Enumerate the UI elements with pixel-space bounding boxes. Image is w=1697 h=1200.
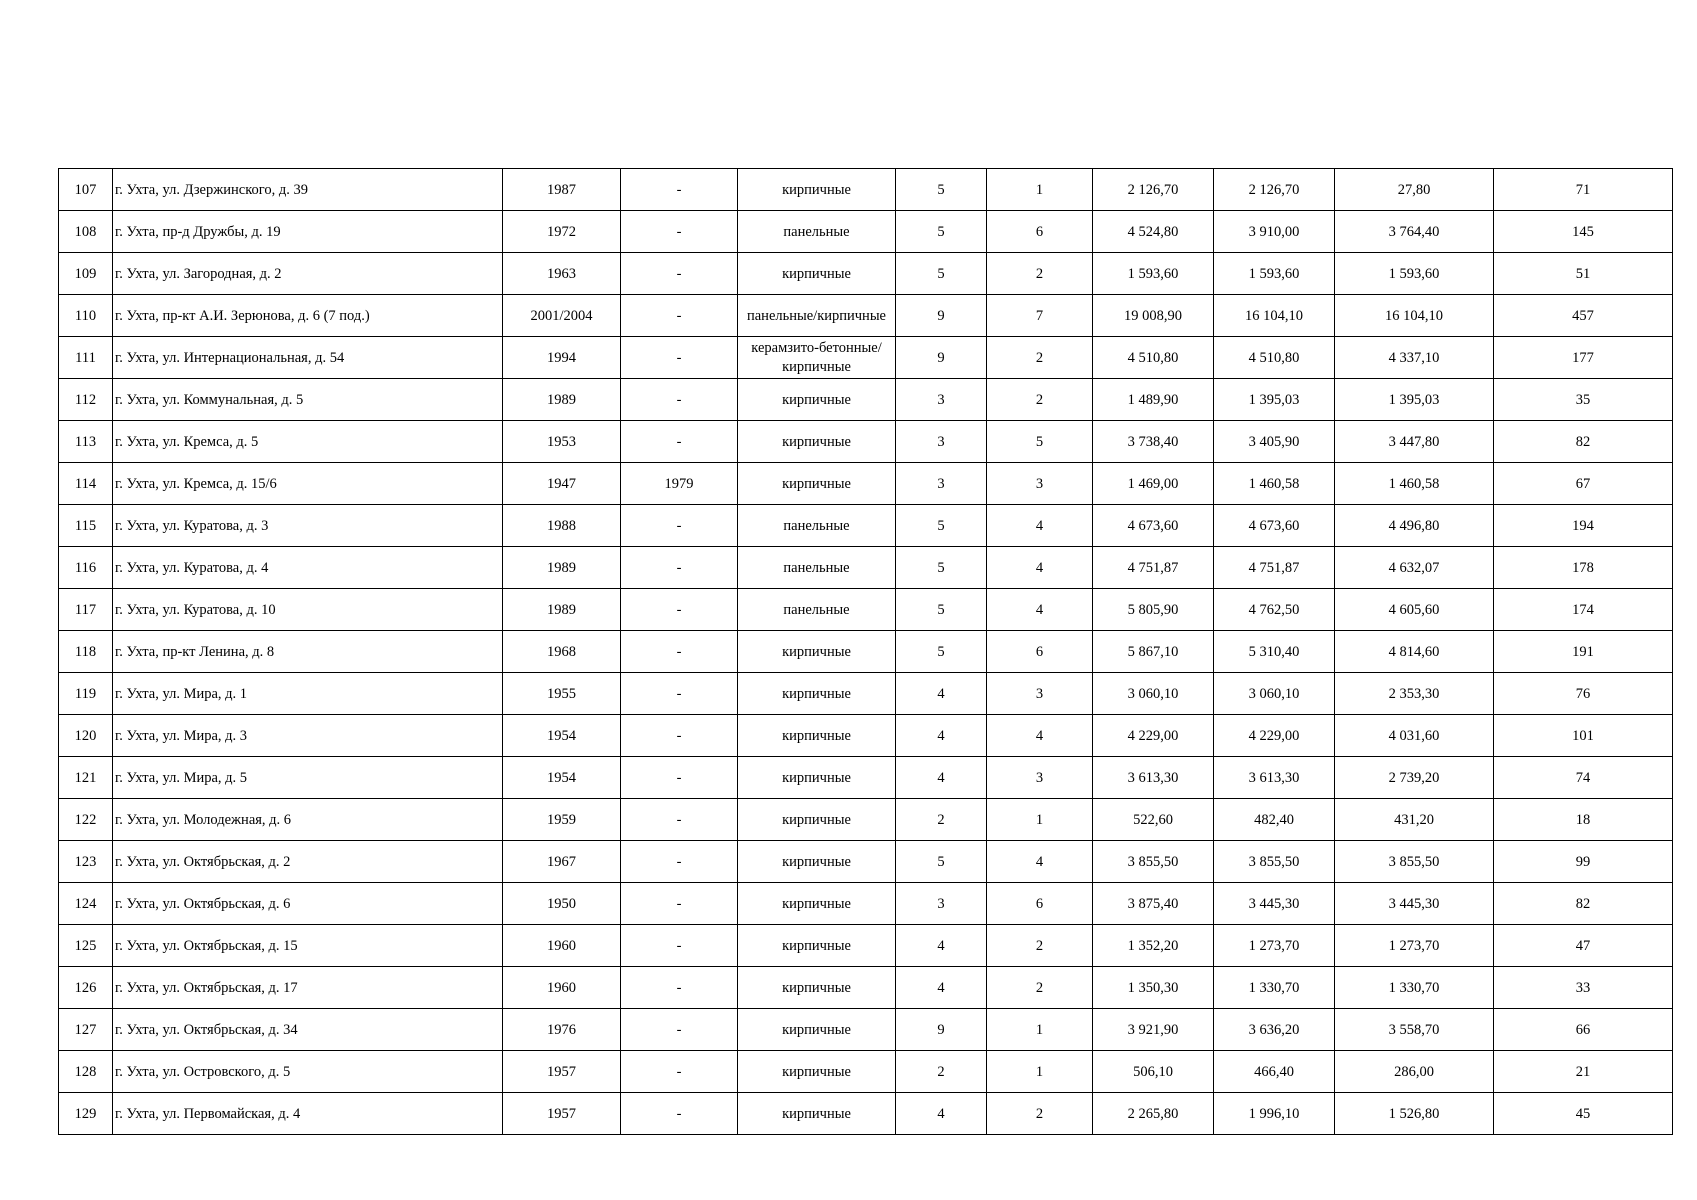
cell-residents: 145 bbox=[1494, 211, 1673, 253]
cell-floors: 4 bbox=[896, 967, 987, 1009]
table-row bbox=[59, 337, 1673, 379]
cell-row-number: 121 bbox=[59, 757, 113, 799]
cell-wall-material: кирпичные bbox=[738, 841, 896, 883]
cell-wall-material: кирпичные bbox=[738, 421, 896, 463]
table-row bbox=[59, 1093, 1673, 1135]
cell-total-area: 5 867,10 bbox=[1093, 631, 1214, 673]
cell-entrances: 6 bbox=[987, 631, 1093, 673]
cell-address: г. Ухта, ул. Куратова, д. 3 bbox=[113, 505, 503, 547]
cell-entrances: 4 bbox=[987, 505, 1093, 547]
cell-year-built: 1947 bbox=[503, 463, 621, 505]
cell-floors: 5 bbox=[896, 211, 987, 253]
cell-entrances: 1 bbox=[987, 1051, 1093, 1093]
cell-address: г. Ухта, пр-д Дружбы, д. 19 bbox=[113, 211, 503, 253]
cell-year-built: 1987 bbox=[503, 169, 621, 211]
cell-wall-material: кирпичные bbox=[738, 1051, 896, 1093]
cell-year-renovated: - bbox=[621, 253, 738, 295]
cell-entrances: 7 bbox=[987, 295, 1093, 337]
cell-year-built: 1954 bbox=[503, 715, 621, 757]
table-row bbox=[59, 211, 1673, 253]
cell-floors: 2 bbox=[896, 799, 987, 841]
cell-address: г. Ухта, ул. Интернациональная, д. 54 bbox=[113, 337, 503, 379]
cell-total-area: 1 352,20 bbox=[1093, 925, 1214, 967]
cell-year-renovated: - bbox=[621, 883, 738, 925]
cell-year-built: 1953 bbox=[503, 421, 621, 463]
cell-residents: 457 bbox=[1494, 295, 1673, 337]
cell-year-built: 1989 bbox=[503, 589, 621, 631]
cell-area-b: 466,40 bbox=[1214, 1051, 1335, 1093]
cell-total-area: 2 265,80 bbox=[1093, 1093, 1214, 1135]
cell-entrances: 3 bbox=[987, 463, 1093, 505]
cell-row-number: 111 bbox=[59, 337, 113, 379]
cell-address: г. Ухта, ул. Мира, д. 3 bbox=[113, 715, 503, 757]
cell-residents: 67 bbox=[1494, 463, 1673, 505]
cell-floors: 4 bbox=[896, 715, 987, 757]
cell-row-number: 123 bbox=[59, 841, 113, 883]
cell-area-b: 4 673,60 bbox=[1214, 505, 1335, 547]
cell-total-area: 4 510,80 bbox=[1093, 337, 1214, 379]
cell-total-area: 4 229,00 bbox=[1093, 715, 1214, 757]
cell-entrances: 2 bbox=[987, 967, 1093, 1009]
cell-year-renovated: - bbox=[621, 1051, 738, 1093]
cell-year-renovated: - bbox=[621, 295, 738, 337]
cell-area-b: 1 330,70 bbox=[1214, 967, 1335, 1009]
cell-row-number: 112 bbox=[59, 379, 113, 421]
cell-wall-material: кирпичные bbox=[738, 379, 896, 421]
cell-year-renovated: - bbox=[621, 967, 738, 1009]
table-row bbox=[59, 883, 1673, 925]
table-row bbox=[59, 715, 1673, 757]
cell-residents: 74 bbox=[1494, 757, 1673, 799]
cell-year-renovated: - bbox=[621, 337, 738, 379]
cell-row-number: 120 bbox=[59, 715, 113, 757]
cell-address: г. Ухта, ул. Коммунальная, д. 5 bbox=[113, 379, 503, 421]
table-row bbox=[59, 253, 1673, 295]
housing-registry-table bbox=[58, 168, 1673, 1135]
cell-year-built: 1950 bbox=[503, 883, 621, 925]
table-row bbox=[59, 421, 1673, 463]
cell-entrances: 6 bbox=[987, 883, 1093, 925]
cell-area-c: 1 273,70 bbox=[1335, 925, 1494, 967]
cell-floors: 5 bbox=[896, 169, 987, 211]
cell-year-built: 1957 bbox=[503, 1051, 621, 1093]
cell-entrances: 4 bbox=[987, 841, 1093, 883]
cell-wall-material: кирпичные bbox=[738, 883, 896, 925]
cell-row-number: 126 bbox=[59, 967, 113, 1009]
cell-floors: 3 bbox=[896, 883, 987, 925]
cell-residents: 99 bbox=[1494, 841, 1673, 883]
cell-total-area: 2 126,70 bbox=[1093, 169, 1214, 211]
cell-area-b: 4 751,87 bbox=[1214, 547, 1335, 589]
cell-year-renovated: - bbox=[621, 1093, 738, 1135]
cell-floors: 9 bbox=[896, 295, 987, 337]
cell-area-c: 1 526,80 bbox=[1335, 1093, 1494, 1135]
table-row bbox=[59, 631, 1673, 673]
cell-entrances: 3 bbox=[987, 673, 1093, 715]
cell-total-area: 3 738,40 bbox=[1093, 421, 1214, 463]
table-row bbox=[59, 757, 1673, 799]
cell-entrances: 1 bbox=[987, 799, 1093, 841]
cell-row-number: 124 bbox=[59, 883, 113, 925]
cell-residents: 47 bbox=[1494, 925, 1673, 967]
table-row bbox=[59, 925, 1673, 967]
cell-address: г. Ухта, ул. Молодежная, д. 6 bbox=[113, 799, 503, 841]
cell-entrances: 2 bbox=[987, 337, 1093, 379]
cell-year-renovated: 1979 bbox=[621, 463, 738, 505]
cell-entrances: 6 bbox=[987, 211, 1093, 253]
cell-address: г. Ухта, ул. Мира, д. 5 bbox=[113, 757, 503, 799]
cell-year-renovated: - bbox=[621, 631, 738, 673]
cell-total-area: 5 805,90 bbox=[1093, 589, 1214, 631]
cell-area-c: 286,00 bbox=[1335, 1051, 1494, 1093]
cell-area-c: 1 460,58 bbox=[1335, 463, 1494, 505]
cell-address: г. Ухта, пр-кт Ленина, д. 8 bbox=[113, 631, 503, 673]
table-row bbox=[59, 967, 1673, 1009]
table-row bbox=[59, 547, 1673, 589]
cell-area-b: 3 613,30 bbox=[1214, 757, 1335, 799]
cell-address: г. Ухта, ул. Островского, д. 5 bbox=[113, 1051, 503, 1093]
cell-floors: 4 bbox=[896, 1093, 987, 1135]
cell-wall-material: кирпичные bbox=[738, 253, 896, 295]
cell-entrances: 2 bbox=[987, 925, 1093, 967]
cell-area-b: 4 510,80 bbox=[1214, 337, 1335, 379]
cell-area-b: 1 395,03 bbox=[1214, 379, 1335, 421]
cell-row-number: 107 bbox=[59, 169, 113, 211]
table-row bbox=[59, 589, 1673, 631]
cell-address: г. Ухта, ул. Мира, д. 1 bbox=[113, 673, 503, 715]
table-body bbox=[59, 169, 1673, 1135]
cell-wall-material: керамзито-бетонные/кирпичные bbox=[738, 337, 896, 379]
cell-row-number: 127 bbox=[59, 1009, 113, 1051]
cell-year-renovated: - bbox=[621, 589, 738, 631]
cell-year-renovated: - bbox=[621, 169, 738, 211]
cell-total-area: 1 489,90 bbox=[1093, 379, 1214, 421]
cell-floors: 9 bbox=[896, 1009, 987, 1051]
cell-row-number: 122 bbox=[59, 799, 113, 841]
cell-total-area: 4 673,60 bbox=[1093, 505, 1214, 547]
cell-wall-material: кирпичные bbox=[738, 169, 896, 211]
cell-area-b: 1 593,60 bbox=[1214, 253, 1335, 295]
cell-year-renovated: - bbox=[621, 379, 738, 421]
cell-area-c: 4 031,60 bbox=[1335, 715, 1494, 757]
cell-residents: 82 bbox=[1494, 421, 1673, 463]
table-row bbox=[59, 841, 1673, 883]
cell-total-area: 1 469,00 bbox=[1093, 463, 1214, 505]
cell-entrances: 2 bbox=[987, 1093, 1093, 1135]
cell-year-built: 2001/2004 bbox=[503, 295, 621, 337]
cell-total-area: 522,60 bbox=[1093, 799, 1214, 841]
cell-area-c: 431,20 bbox=[1335, 799, 1494, 841]
cell-row-number: 110 bbox=[59, 295, 113, 337]
cell-residents: 191 bbox=[1494, 631, 1673, 673]
cell-year-built: 1976 bbox=[503, 1009, 621, 1051]
cell-area-c: 3 445,30 bbox=[1335, 883, 1494, 925]
table-row bbox=[59, 673, 1673, 715]
cell-floors: 5 bbox=[896, 505, 987, 547]
cell-floors: 5 bbox=[896, 253, 987, 295]
cell-row-number: 125 bbox=[59, 925, 113, 967]
cell-floors: 5 bbox=[896, 841, 987, 883]
cell-row-number: 119 bbox=[59, 673, 113, 715]
cell-address: г. Ухта, ул. Первомайская, д. 4 bbox=[113, 1093, 503, 1135]
cell-year-built: 1954 bbox=[503, 757, 621, 799]
cell-floors: 5 bbox=[896, 547, 987, 589]
cell-year-renovated: - bbox=[621, 421, 738, 463]
cell-year-renovated: - bbox=[621, 547, 738, 589]
cell-year-built: 1960 bbox=[503, 967, 621, 1009]
cell-wall-material: кирпичные bbox=[738, 1093, 896, 1135]
cell-area-b: 3 445,30 bbox=[1214, 883, 1335, 925]
cell-wall-material: панельные bbox=[738, 505, 896, 547]
cell-year-built: 1959 bbox=[503, 799, 621, 841]
cell-year-built: 1955 bbox=[503, 673, 621, 715]
cell-year-built: 1960 bbox=[503, 925, 621, 967]
cell-floors: 4 bbox=[896, 673, 987, 715]
cell-total-area: 1 350,30 bbox=[1093, 967, 1214, 1009]
cell-residents: 35 bbox=[1494, 379, 1673, 421]
cell-area-b: 1 996,10 bbox=[1214, 1093, 1335, 1135]
cell-floors: 3 bbox=[896, 463, 987, 505]
table-row bbox=[59, 463, 1673, 505]
cell-address: г. Ухта, ул. Октябрьская, д. 6 bbox=[113, 883, 503, 925]
cell-floors: 9 bbox=[896, 337, 987, 379]
cell-entrances: 2 bbox=[987, 253, 1093, 295]
cell-floors: 5 bbox=[896, 589, 987, 631]
cell-area-c: 27,80 bbox=[1335, 169, 1494, 211]
cell-row-number: 128 bbox=[59, 1051, 113, 1093]
cell-area-b: 3 855,50 bbox=[1214, 841, 1335, 883]
cell-wall-material: кирпичные bbox=[738, 631, 896, 673]
cell-area-c: 3 764,40 bbox=[1335, 211, 1494, 253]
cell-year-renovated: - bbox=[621, 673, 738, 715]
cell-residents: 18 bbox=[1494, 799, 1673, 841]
cell-area-c: 3 558,70 bbox=[1335, 1009, 1494, 1051]
cell-area-c: 4 496,80 bbox=[1335, 505, 1494, 547]
cell-residents: 82 bbox=[1494, 883, 1673, 925]
cell-entrances: 4 bbox=[987, 547, 1093, 589]
cell-year-built: 1972 bbox=[503, 211, 621, 253]
cell-year-built: 1988 bbox=[503, 505, 621, 547]
cell-residents: 45 bbox=[1494, 1093, 1673, 1135]
table-row bbox=[59, 1051, 1673, 1093]
cell-year-renovated: - bbox=[621, 841, 738, 883]
cell-entrances: 1 bbox=[987, 169, 1093, 211]
table-row bbox=[59, 379, 1673, 421]
cell-residents: 174 bbox=[1494, 589, 1673, 631]
cell-total-area: 3 855,50 bbox=[1093, 841, 1214, 883]
cell-address: г. Ухта, ул. Загородная, д. 2 bbox=[113, 253, 503, 295]
cell-total-area: 3 875,40 bbox=[1093, 883, 1214, 925]
cell-area-c: 2 739,20 bbox=[1335, 757, 1494, 799]
cell-wall-material: кирпичные bbox=[738, 799, 896, 841]
cell-row-number: 129 bbox=[59, 1093, 113, 1135]
cell-entrances: 1 bbox=[987, 1009, 1093, 1051]
table-row bbox=[59, 799, 1673, 841]
cell-total-area: 3 613,30 bbox=[1093, 757, 1214, 799]
cell-floors: 3 bbox=[896, 379, 987, 421]
cell-area-b: 3 636,20 bbox=[1214, 1009, 1335, 1051]
cell-residents: 177 bbox=[1494, 337, 1673, 379]
cell-total-area: 4 751,87 bbox=[1093, 547, 1214, 589]
cell-row-number: 109 bbox=[59, 253, 113, 295]
cell-area-c: 4 814,60 bbox=[1335, 631, 1494, 673]
cell-year-renovated: - bbox=[621, 799, 738, 841]
cell-total-area: 3 921,90 bbox=[1093, 1009, 1214, 1051]
cell-entrances: 2 bbox=[987, 379, 1093, 421]
cell-residents: 71 bbox=[1494, 169, 1673, 211]
cell-row-number: 115 bbox=[59, 505, 113, 547]
cell-wall-material: кирпичные bbox=[738, 925, 896, 967]
cell-year-renovated: - bbox=[621, 1009, 738, 1051]
cell-residents: 51 bbox=[1494, 253, 1673, 295]
cell-address: г. Ухта, ул. Октябрьская, д. 34 bbox=[113, 1009, 503, 1051]
cell-wall-material: кирпичные bbox=[738, 463, 896, 505]
cell-entrances: 4 bbox=[987, 589, 1093, 631]
cell-residents: 178 bbox=[1494, 547, 1673, 589]
cell-residents: 101 bbox=[1494, 715, 1673, 757]
cell-area-b: 1 273,70 bbox=[1214, 925, 1335, 967]
cell-year-built: 1989 bbox=[503, 379, 621, 421]
cell-floors: 3 bbox=[896, 421, 987, 463]
cell-area-c: 3 855,50 bbox=[1335, 841, 1494, 883]
cell-area-b: 3 405,90 bbox=[1214, 421, 1335, 463]
cell-wall-material: кирпичные bbox=[738, 673, 896, 715]
table-row bbox=[59, 295, 1673, 337]
cell-row-number: 114 bbox=[59, 463, 113, 505]
cell-address: г. Ухта, ул. Октябрьская, д. 17 bbox=[113, 967, 503, 1009]
cell-total-area: 3 060,10 bbox=[1093, 673, 1214, 715]
cell-area-b: 2 126,70 bbox=[1214, 169, 1335, 211]
cell-wall-material: панельные bbox=[738, 547, 896, 589]
cell-residents: 66 bbox=[1494, 1009, 1673, 1051]
cell-year-built: 1967 bbox=[503, 841, 621, 883]
cell-year-built: 1994 bbox=[503, 337, 621, 379]
cell-wall-material: кирпичные bbox=[738, 715, 896, 757]
cell-address: г. Ухта, ул. Кремса, д. 15/6 bbox=[113, 463, 503, 505]
cell-address: г. Ухта, ул. Кремса, д. 5 bbox=[113, 421, 503, 463]
cell-residents: 33 bbox=[1494, 967, 1673, 1009]
cell-entrances: 4 bbox=[987, 715, 1093, 757]
cell-year-renovated: - bbox=[621, 925, 738, 967]
cell-year-renovated: - bbox=[621, 715, 738, 757]
cell-row-number: 113 bbox=[59, 421, 113, 463]
cell-year-renovated: - bbox=[621, 211, 738, 253]
cell-area-b: 3 060,10 bbox=[1214, 673, 1335, 715]
cell-total-area: 4 524,80 bbox=[1093, 211, 1214, 253]
cell-area-c: 4 337,10 bbox=[1335, 337, 1494, 379]
cell-floors: 4 bbox=[896, 757, 987, 799]
cell-address: г. Ухта, ул. Октябрьская, д. 2 bbox=[113, 841, 503, 883]
cell-year-built: 1989 bbox=[503, 547, 621, 589]
cell-area-b: 3 910,00 bbox=[1214, 211, 1335, 253]
cell-year-built: 1968 bbox=[503, 631, 621, 673]
cell-address: г. Ухта, пр-кт А.И. Зерюнова, д. 6 (7 под.) bbox=[113, 295, 503, 337]
cell-area-c: 1 593,60 bbox=[1335, 253, 1494, 295]
cell-wall-material: панельные bbox=[738, 589, 896, 631]
cell-entrances: 3 bbox=[987, 757, 1093, 799]
cell-row-number: 116 bbox=[59, 547, 113, 589]
cell-year-built: 1957 bbox=[503, 1093, 621, 1135]
cell-wall-material: панельные bbox=[738, 211, 896, 253]
cell-area-c: 1 330,70 bbox=[1335, 967, 1494, 1009]
cell-wall-material: кирпичные bbox=[738, 967, 896, 1009]
cell-area-c: 2 353,30 bbox=[1335, 673, 1494, 715]
cell-row-number: 108 bbox=[59, 211, 113, 253]
cell-area-c: 4 632,07 bbox=[1335, 547, 1494, 589]
table-row bbox=[59, 505, 1673, 547]
cell-area-b: 5 310,40 bbox=[1214, 631, 1335, 673]
cell-row-number: 118 bbox=[59, 631, 113, 673]
cell-area-b: 4 762,50 bbox=[1214, 589, 1335, 631]
cell-area-b: 482,40 bbox=[1214, 799, 1335, 841]
cell-year-built: 1963 bbox=[503, 253, 621, 295]
cell-address: г. Ухта, ул. Дзержинского, д. 39 bbox=[113, 169, 503, 211]
cell-address: г. Ухта, ул. Куратова, д. 4 bbox=[113, 547, 503, 589]
cell-residents: 21 bbox=[1494, 1051, 1673, 1093]
cell-area-b: 4 229,00 bbox=[1214, 715, 1335, 757]
cell-wall-material: кирпичные bbox=[738, 1009, 896, 1051]
cell-floors: 4 bbox=[896, 925, 987, 967]
table-row bbox=[59, 1009, 1673, 1051]
cell-wall-material: кирпичные bbox=[738, 757, 896, 799]
cell-total-area: 19 008,90 bbox=[1093, 295, 1214, 337]
cell-address: г. Ухта, ул. Октябрьская, д. 15 bbox=[113, 925, 503, 967]
cell-address: г. Ухта, ул. Куратова, д. 10 bbox=[113, 589, 503, 631]
cell-residents: 76 bbox=[1494, 673, 1673, 715]
cell-area-b: 16 104,10 bbox=[1214, 295, 1335, 337]
cell-year-renovated: - bbox=[621, 505, 738, 547]
cell-total-area: 1 593,60 bbox=[1093, 253, 1214, 295]
cell-wall-material: панельные/кирпичные bbox=[738, 295, 896, 337]
cell-year-renovated: - bbox=[621, 757, 738, 799]
cell-floors: 5 bbox=[896, 631, 987, 673]
cell-area-c: 1 395,03 bbox=[1335, 379, 1494, 421]
cell-area-b: 1 460,58 bbox=[1214, 463, 1335, 505]
cell-residents: 194 bbox=[1494, 505, 1673, 547]
cell-area-c: 16 104,10 bbox=[1335, 295, 1494, 337]
cell-area-c: 3 447,80 bbox=[1335, 421, 1494, 463]
table-row bbox=[59, 169, 1673, 211]
cell-row-number: 117 bbox=[59, 589, 113, 631]
cell-total-area: 506,10 bbox=[1093, 1051, 1214, 1093]
cell-area-c: 4 605,60 bbox=[1335, 589, 1494, 631]
cell-entrances: 5 bbox=[987, 421, 1093, 463]
cell-floors: 2 bbox=[896, 1051, 987, 1093]
